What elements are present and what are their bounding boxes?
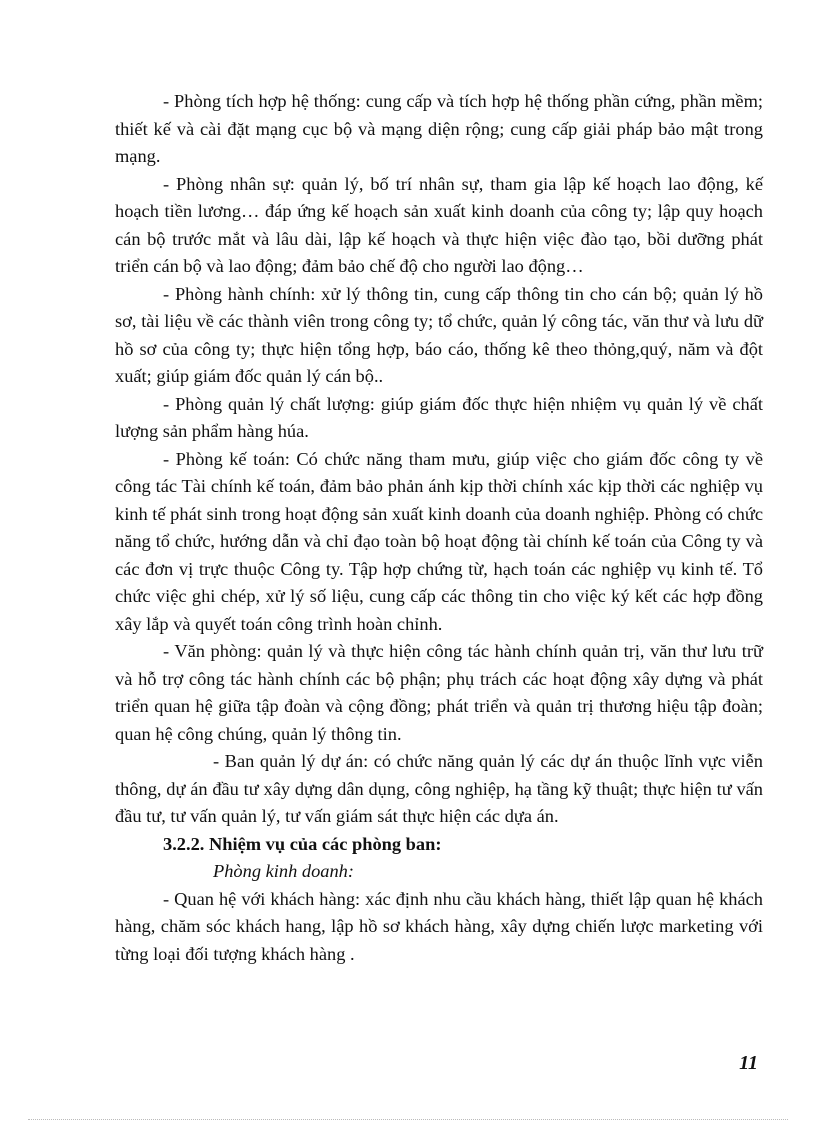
section-subheading: Phòng kinh doanh: — [213, 861, 354, 881]
paragraph-customer-relations: - Quan hệ với khách hàng: xác định nhu cầu khách hàng, thiết lập quan hệ khách hàng, chăm sóc khách hang, lập hồ sơ khách hàng, xây dựng chiến lược marketing với từng loại đối tượng khách hàng . — [115, 888, 763, 964]
paragraph-project-management: - Ban quản lý dự án: có chức năng quản lý các dự án thuộc lĩnh vực viễn thông, dự án đầu tư xây dựng dân dụng, công nghiệp, hạ tầng kỹ thuật; thực hiện tư vấn đầu tư, tư vấn quản lý, tư vấn giám sát thực hiện các dựa án. — [115, 751, 763, 826]
paragraph-human-resources: - Phòng nhân sự: quản lý, bố trí nhân sự, tham gia lập kế hoạch lao động, kế hoạch tiền lương… đáp ứng kế hoạch sản xuất kinh doanh của công ty; lập quy hoạch cán bộ trước mắt và lâu dài, lập kế hoạch và thực hiện việc đào tạo, bồi dưỡng phát triển cán bộ và lao động; đảm bảo chế độ cho người lao động… — [115, 173, 763, 276]
page-body — [115, 88, 763, 968]
paragraph-office: - Văn phòng: quản lý và thực hiện công tác hành chính quản trị, văn thư lưu trữ và hỗ trợ công tác hành chính các bộ phận; phụ trách các hoạt động xây dựng và phát triển quan hệ giữa tập đoàn và cộng đồng; phát triển và quản trị thương hiệu tập đoàn; quan hệ công chúng, quản lý thông tin. — [115, 641, 763, 744]
paragraph-quality-management: - Phòng quản lý chất lượng: giúp giám đốc thực hiện nhiệm vụ quản lý về chất lượng sản phẩm hàng húa. — [115, 393, 763, 441]
paragraph-administration: - Phòng hành chính: xử lý thông tin, cung cấp thông tin cho cán bộ; quản lý hồ sơ, tài liệu về các thành viên trong công ty; tổ chức, quản lý công tác, văn thư và lưu dữ hồ sơ của công ty; thực hiện tổng hợp, báo cáo, thống kê theo thỏng,quý, năm và đột xuất; giúp giám đốc quản lý cán bộ.. — [115, 283, 763, 386]
paragraph-system-integration: - Phòng tích hợp hệ thống: cung cấp và tích hợp hệ thống phần cứng, phần mềm; thiết kế và cài đặt mạng cục bộ và mạng diện rộng; cung cấp giải pháp bảo mật trong mạng. — [115, 91, 763, 166]
paragraph-accounting: - Phòng kế toán: Có chức năng tham mưu, giúp việc cho giám đốc công ty về công tác Tài chính kế toán, đảm bảo phản ánh kịp thời chính xác kịp thời các nghiệp vụ kinh tế phát sinh trong hoạt động sản xuất kinh doanh của doanh nghiệp. Phòng có chức năng tổ chức, hướng dẫn và chỉ đạo toàn bộ hoạt động tài chính kế toán của Công ty và các đơn vị trực thuộc Công ty. Tập hợp chứng từ, hạch toán các nghiệp vụ kinh tế. Tổ chức việc ghi chép, xử lý số liệu, cung cấp các thông tin cho việc ký kết các hợp đồng xây lắp và quyết toán công trình hoàn chỉnh. — [115, 448, 763, 634]
footer-divider — [28, 1119, 788, 1120]
section-heading: 3.2.2. Nhiệm vụ của các phòng ban: — [163, 833, 442, 854]
page-number: 11 — [739, 1052, 758, 1074]
